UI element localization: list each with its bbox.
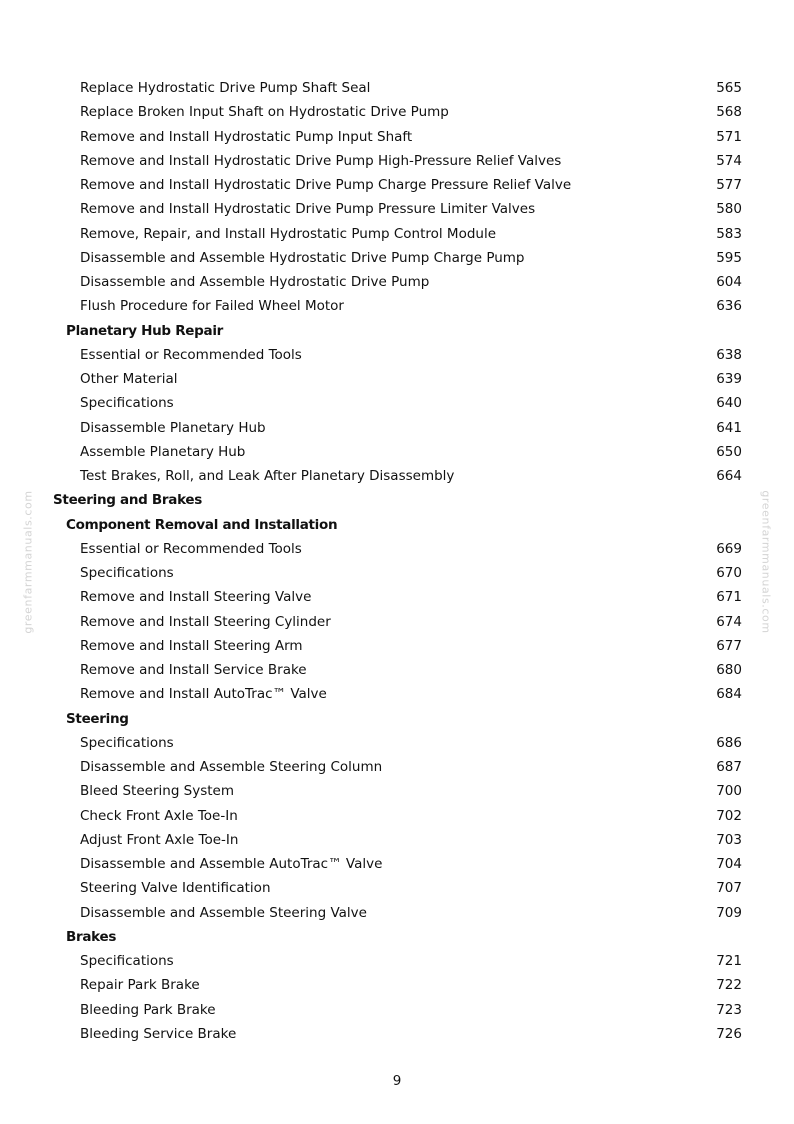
- toc-entry[interactable]: [0, 416, 794, 440]
- toc-entry[interactable]: [0, 76, 794, 100]
- toc-section-heading[interactable]: [0, 488, 794, 512]
- toc-entry-title: Disassemble and Assemble Steering Column: [80, 759, 383, 775]
- toc-entry-page: 664: [716, 468, 742, 484]
- toc-entry-title: Other Material: [80, 371, 178, 387]
- toc-subsection-heading[interactable]: [0, 707, 794, 731]
- toc-entry-title: Steering Valve Identification: [80, 880, 271, 897]
- toc-entry-page: 568: [716, 104, 742, 121]
- toc-entry-title: Adjust Front Axle Toe-In: [80, 831, 239, 848]
- toc-entry-page: 677: [716, 637, 742, 654]
- toc-entry-page: 671: [716, 589, 742, 606]
- toc-entry-page: 595: [716, 249, 742, 266]
- toc-entry-page: 686: [716, 734, 742, 751]
- toc-entry[interactable]: [0, 367, 794, 391]
- toc-entry[interactable]: [0, 1022, 794, 1046]
- toc-entry-page: 636: [716, 298, 742, 315]
- toc-entry-title: Remove and Install Hydrostatic Drive Pump Pressure Limiter Valves: [80, 201, 536, 218]
- toc-entry-page: 702: [716, 807, 742, 824]
- toc-entry-title: Steering and Brakes: [53, 492, 202, 509]
- toc-entry-page: 707: [716, 880, 742, 897]
- toc-entry-title: Essential or Recommended Tools: [80, 346, 302, 363]
- toc-entry-title: Remove and Install Hydrostatic Pump Input Shaft: [80, 128, 413, 145]
- toc-entry-page: 709: [716, 904, 742, 921]
- toc-entry[interactable]: [0, 391, 794, 415]
- toc-subsection-heading[interactable]: [0, 319, 794, 343]
- toc-entry[interactable]: [0, 125, 794, 149]
- toc-entry-page: 638: [716, 346, 742, 363]
- toc-entry[interactable]: [0, 852, 794, 876]
- toc-entry-title: Disassemble and Assemble AutoTrac™ Valve: [80, 856, 383, 872]
- toc-entry-title: Specifications: [80, 734, 174, 751]
- toc-entry[interactable]: [0, 828, 794, 852]
- toc-entry[interactable]: [0, 610, 794, 634]
- toc-entry-page: 577: [716, 177, 742, 193]
- toc-entry-title: Remove and Install Service Brake: [80, 662, 307, 678]
- toc-entry-page: 704: [716, 856, 742, 872]
- toc-entry-title: Remove and Install Hydrostatic Drive Pump Charge Pressure Relief Valve: [80, 177, 572, 193]
- toc-entry[interactable]: [0, 294, 794, 318]
- toc-entry-title: Repair Park Brake: [80, 977, 200, 994]
- toc-entry[interactable]: [0, 343, 794, 367]
- toc-entry[interactable]: [0, 804, 794, 828]
- toc-entry-title: Disassemble Planetary Hub: [80, 419, 266, 436]
- toc-entry-title: Remove and Install Steering Valve: [80, 589, 312, 606]
- toc-entry-page: 722: [716, 977, 742, 994]
- toc-entry-title: Remove and Install Steering Cylinder: [80, 613, 331, 630]
- toc-entry-page: 674: [716, 613, 742, 630]
- table-of-contents: [0, 76, 794, 1046]
- toc-entry[interactable]: [0, 270, 794, 294]
- toc-entry-title: Remove and Install AutoTrac™ Valve: [80, 686, 327, 703]
- toc-entry-page: 723: [716, 1001, 742, 1018]
- toc-entry[interactable]: [0, 682, 794, 706]
- toc-entry-title: Remove, Repair, and Install Hydrostatic Pump Control Module: [80, 225, 497, 242]
- toc-entry-title: Disassemble and Assemble Steering Valve: [80, 904, 367, 921]
- toc-entry-title: Specifications: [80, 953, 174, 969]
- watermark-left: greenfarmmanuals.com: [21, 490, 35, 634]
- toc-entry-title: Disassemble and Assemble Hydrostatic Drive Pump Charge Pump: [80, 249, 525, 266]
- toc-entry-page: 580: [716, 201, 742, 218]
- toc-entry-title: Specifications: [80, 395, 174, 412]
- toc-entry-page: 583: [716, 225, 742, 242]
- toc-entry-page: 680: [716, 662, 742, 678]
- toc-entry-page: 669: [716, 540, 742, 557]
- toc-entry[interactable]: [0, 779, 794, 803]
- toc-entry[interactable]: [0, 731, 794, 755]
- toc-entry-page: 687: [716, 759, 742, 775]
- toc-entry-page: 726: [716, 1025, 742, 1042]
- toc-entry-title: Remove and Install Steering Arm: [80, 637, 303, 654]
- toc-entry-title: Test Brakes, Roll, and Leak After Planetary Disassembly: [80, 468, 455, 484]
- toc-entry-title: Replace Broken Input Shaft on Hydrostatic Drive Pump: [80, 104, 449, 121]
- toc-subsection-heading[interactable]: [0, 925, 794, 949]
- toc-entry-title: Disassemble and Assemble Hydrostatic Drive Pump: [80, 274, 430, 290]
- toc-entry-title: Bleeding Park Brake: [80, 1001, 216, 1018]
- toc-entry-page: 684: [716, 686, 742, 703]
- toc-entry-page: 670: [716, 565, 742, 581]
- toc-entry[interactable]: [0, 755, 794, 779]
- toc-entry-title: Assemble Planetary Hub: [80, 443, 246, 460]
- toc-entry[interactable]: [0, 561, 794, 585]
- toc-entry-page: 703: [716, 831, 742, 848]
- watermark-right: greenfarmmanuals.com: [759, 490, 773, 634]
- toc-entry[interactable]: [0, 464, 794, 488]
- toc-entry-page: 650: [716, 443, 742, 460]
- toc-entry[interactable]: [0, 173, 794, 197]
- toc-entry-page: 640: [716, 395, 742, 412]
- toc-entry-title: Planetary Hub Repair: [66, 322, 224, 339]
- toc-entry[interactable]: [0, 949, 794, 973]
- toc-entry-title: Flush Procedure for Failed Wheel Motor: [80, 298, 344, 315]
- page-number: 9: [392, 1073, 402, 1089]
- toc-entry-page: 565: [716, 80, 742, 96]
- toc-entry-page: 700: [716, 783, 742, 800]
- toc-entry-title: Brakes: [66, 928, 117, 945]
- toc-entry-title: Check Front Axle Toe-In: [80, 807, 238, 824]
- toc-entry-title: Specifications: [80, 565, 174, 581]
- toc-entry-page: 639: [716, 371, 742, 387]
- toc-entry[interactable]: [0, 973, 794, 997]
- toc-entry-title: Remove and Install Hydrostatic Drive Pump High-Pressure Relief Valves: [80, 152, 562, 169]
- toc-entry[interactable]: [0, 537, 794, 561]
- toc-entry-title: Replace Hydrostatic Drive Pump Shaft Seal: [80, 80, 371, 96]
- toc-entry-title: Bleed Steering System: [80, 783, 235, 800]
- toc-entry[interactable]: [0, 998, 794, 1022]
- toc-entry-page: 604: [716, 274, 742, 290]
- toc-entry[interactable]: [0, 876, 794, 900]
- toc-entry[interactable]: [0, 100, 794, 124]
- toc-entry-page: 571: [716, 128, 742, 145]
- toc-entry-page: 641: [716, 419, 742, 436]
- toc-entry-page: 574: [716, 152, 742, 169]
- toc-entry[interactable]: [0, 197, 794, 221]
- toc-entry-title: Essential or Recommended Tools: [80, 540, 302, 557]
- toc-entry-page: 721: [716, 953, 742, 969]
- toc-entry[interactable]: [0, 149, 794, 173]
- toc-entry-title: Bleeding Service Brake: [80, 1025, 237, 1042]
- toc-entry[interactable]: [0, 634, 794, 658]
- toc-entry[interactable]: [0, 585, 794, 609]
- toc-subsection-heading[interactable]: [0, 513, 794, 537]
- toc-entry[interactable]: [0, 222, 794, 246]
- toc-entry[interactable]: [0, 440, 794, 464]
- toc-entry[interactable]: [0, 246, 794, 270]
- toc-entry[interactable]: [0, 901, 794, 925]
- toc-entry-title: Component Removal and Installation: [66, 516, 338, 533]
- toc-entry[interactable]: [0, 658, 794, 682]
- toc-entry-title: Steering: [66, 710, 129, 727]
